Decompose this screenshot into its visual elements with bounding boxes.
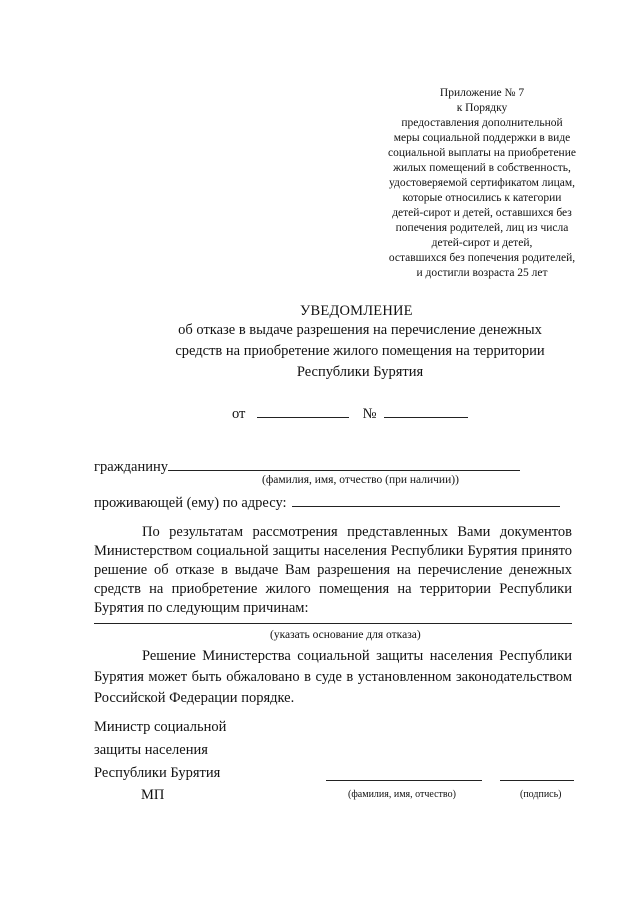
signer-line: защиты населения (94, 742, 208, 758)
appendix-line: жилых помещений в собственность, (393, 162, 571, 174)
appendix-line: меры социальной поддержки в виде (393, 132, 571, 144)
appeal-text: Решение Министерства социальной защиты населения Республики Бурятия может быть обжаловано в суде в установленном законодательством Российской Федерации порядке. (94, 648, 572, 706)
recipient-label: гражданину (94, 459, 168, 475)
document-subtitle (120, 320, 600, 383)
signature-field[interactable] (500, 780, 574, 781)
signer-line: Республики Бурятия (94, 765, 221, 781)
appendix-header (368, 86, 596, 281)
appendix-line: удостоверяемой сертификатом лицам, (388, 177, 576, 189)
appendix-line: детей-сирот и детей, оставшихся без (392, 207, 572, 219)
signature-hint: (подпись) (520, 789, 562, 800)
appendix-line: попечения родителей, лиц из числа (395, 222, 569, 234)
signer-block (94, 716, 226, 785)
appendix-line: которые относились к категории (402, 192, 562, 204)
number-label: № (362, 406, 377, 422)
subtitle-line: об отказе в выдаче разрешения на перечисление денежных (178, 322, 542, 338)
recipient-name-hint: (фамилия, имя, отчество (при наличии)) (262, 474, 459, 486)
subtitle-line: Республики Бурятия (296, 364, 424, 380)
recipient-name-field[interactable] (168, 456, 520, 471)
document-title: УВЕДОМЛЕНИЕ (300, 303, 413, 319)
number-field[interactable] (384, 403, 468, 418)
subtitle-line: средств на приобретение жилого помещения на территории (175, 343, 545, 359)
reason-field[interactable] (94, 623, 572, 624)
address-field[interactable] (292, 492, 560, 507)
date-label: от (232, 406, 246, 422)
appendix-line: и достигли возраста 25 лет (416, 267, 548, 279)
address-row (94, 492, 560, 512)
appendix-line: предоставления дополнительной (401, 117, 563, 129)
appendix-line: оставшихся без попечения родителей, (388, 252, 576, 264)
decision-text: По результатам рассмотрения представленных Вами документов Министерством социальной защиты населения Республики Бурятия принято решение об отказе в выдаче Вам разрешения на перечисление денежных средств на приобретение жилого помещения на территории Республики Бурятия по следующим причинам: (94, 524, 572, 616)
appendix-line: к Порядку (456, 102, 508, 114)
date-field[interactable] (257, 403, 349, 418)
stamp-placeholder: МП (141, 787, 165, 803)
reason-hint: (указать основание для отказа) (270, 629, 421, 641)
signer-line: Министр социальной (94, 719, 227, 735)
date-number-line (232, 403, 468, 423)
signer-name-field[interactable] (326, 780, 482, 781)
recipient-row (94, 456, 520, 476)
appendix-line: детей-сирот и детей, (431, 237, 533, 249)
appendix-line: Приложение № 7 (439, 87, 525, 99)
appeal-paragraph (94, 646, 572, 709)
signer-name-hint: (фамилия, имя, отчество) (348, 789, 456, 800)
decision-paragraph (94, 523, 572, 618)
appendix-line: социальной выплаты на приобретение (388, 147, 576, 159)
address-label: проживающей (ему) по адресу: (94, 495, 287, 511)
